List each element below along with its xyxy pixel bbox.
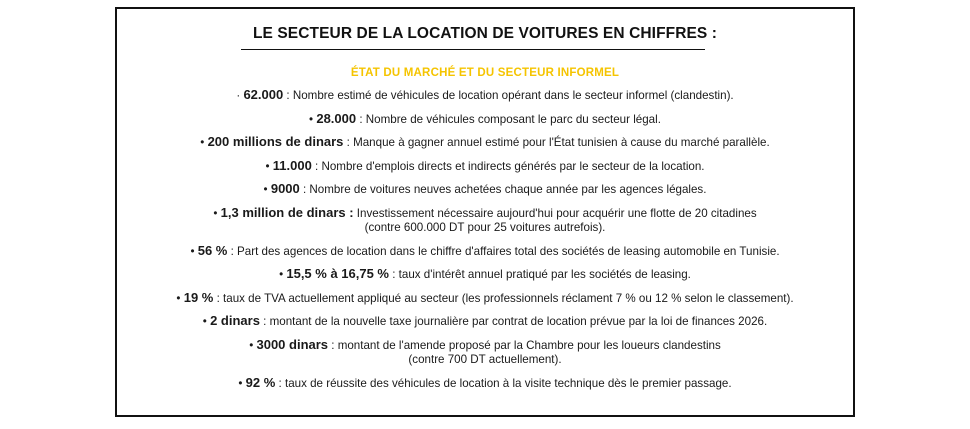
list-item xyxy=(117,376,853,392)
list-item xyxy=(117,182,853,198)
bullet: • xyxy=(200,136,205,149)
facts-list xyxy=(117,88,853,399)
bullet: • xyxy=(263,183,268,196)
item-description: : Manque à gagner annuel estimé pour l'État tunisien à cause du marché parallèle. xyxy=(343,136,770,149)
item-description: : Nombre de véhicules composant le parc du secteur légal. xyxy=(356,112,661,126)
infobox-title: LE SECTEUR DE LA LOCATION DE VOITURES EN CHIFFRES : xyxy=(252,25,718,42)
list-item xyxy=(117,112,853,128)
infobox-frame xyxy=(115,7,855,417)
bullet: • xyxy=(202,315,207,328)
item-description: Investissement nécessaire aujourd'hui pour acquérir une flotte de 20 citadines (contre 600.000 DT pour 25 voitures autrefois). xyxy=(356,206,757,234)
list-item xyxy=(117,159,853,175)
list-item xyxy=(117,244,853,260)
item-figure: 11.000 xyxy=(272,157,312,173)
item-description: : montant de l'amende proposé par la Chambre pour les loueurs clandestins (contre 700 DT actuellement). xyxy=(331,338,721,366)
item-description: : Nombre de voitures neuves achetées chaque année par les agences légales. xyxy=(299,183,707,196)
bullet: • xyxy=(190,244,195,258)
item-figure: 62.000 xyxy=(243,87,284,102)
item-description: : taux d'intérêt annuel pratiqué par les sociétés de leasing. xyxy=(389,268,691,281)
item-figure: 28.000 xyxy=(316,110,357,126)
bullet: • xyxy=(249,338,254,352)
bullet: • xyxy=(309,112,314,126)
title-underline xyxy=(241,49,705,50)
bullet: • xyxy=(279,268,284,281)
list-item xyxy=(117,314,853,330)
item-figure: 15,5 % à 16,75 % xyxy=(286,266,389,281)
list-item xyxy=(117,338,853,368)
bullet: • xyxy=(265,159,270,173)
item-description: : taux de réussite des véhicules de location à la visite technique dès le premier passage. xyxy=(275,376,732,390)
item-figure: 1,3 million de dinars : xyxy=(220,204,354,220)
list-item xyxy=(117,135,853,151)
bullet: • xyxy=(238,376,243,390)
item-figure: 3000 dinars xyxy=(256,336,329,352)
item-description: : Part des agences de location dans le chiffre d'affaires total des sociétés de leasing automobile en Tunisie. xyxy=(227,244,780,258)
item-figure: 9000 xyxy=(270,181,300,196)
list-item xyxy=(117,267,853,283)
list-item xyxy=(117,206,853,236)
item-description: : Nombre d'emplois directs et indirects générés par le secteur de la location. xyxy=(311,159,705,173)
list-item xyxy=(117,291,853,307)
item-description: : montant de la nouvelle taxe journalière par contrat de location prévue par la loi de finances 2026. xyxy=(259,315,768,328)
item-description: : taux de TVA actuellement appliqué au secteur (les professionnels réclament 7 % ou 12 % selon le classement). xyxy=(213,291,794,305)
item-figure: 200 millions de dinars xyxy=(207,134,344,149)
item-figure: 56 % xyxy=(197,242,228,258)
item-figure: 2 dinars xyxy=(210,313,260,328)
bullet: • xyxy=(213,206,218,220)
item-figure: 19 % xyxy=(183,289,214,305)
bullet: · xyxy=(236,89,241,102)
list-item xyxy=(117,88,853,104)
item-description: : Nombre estimé de véhicules de location opérant dans le secteur informel (clandestin). xyxy=(283,89,734,102)
section-subtitle: ÉTAT DU MARCHÉ ET DU SECTEUR INFORMEL xyxy=(350,67,620,79)
item-figure: 92 % xyxy=(245,374,276,390)
bullet: • xyxy=(176,291,181,305)
